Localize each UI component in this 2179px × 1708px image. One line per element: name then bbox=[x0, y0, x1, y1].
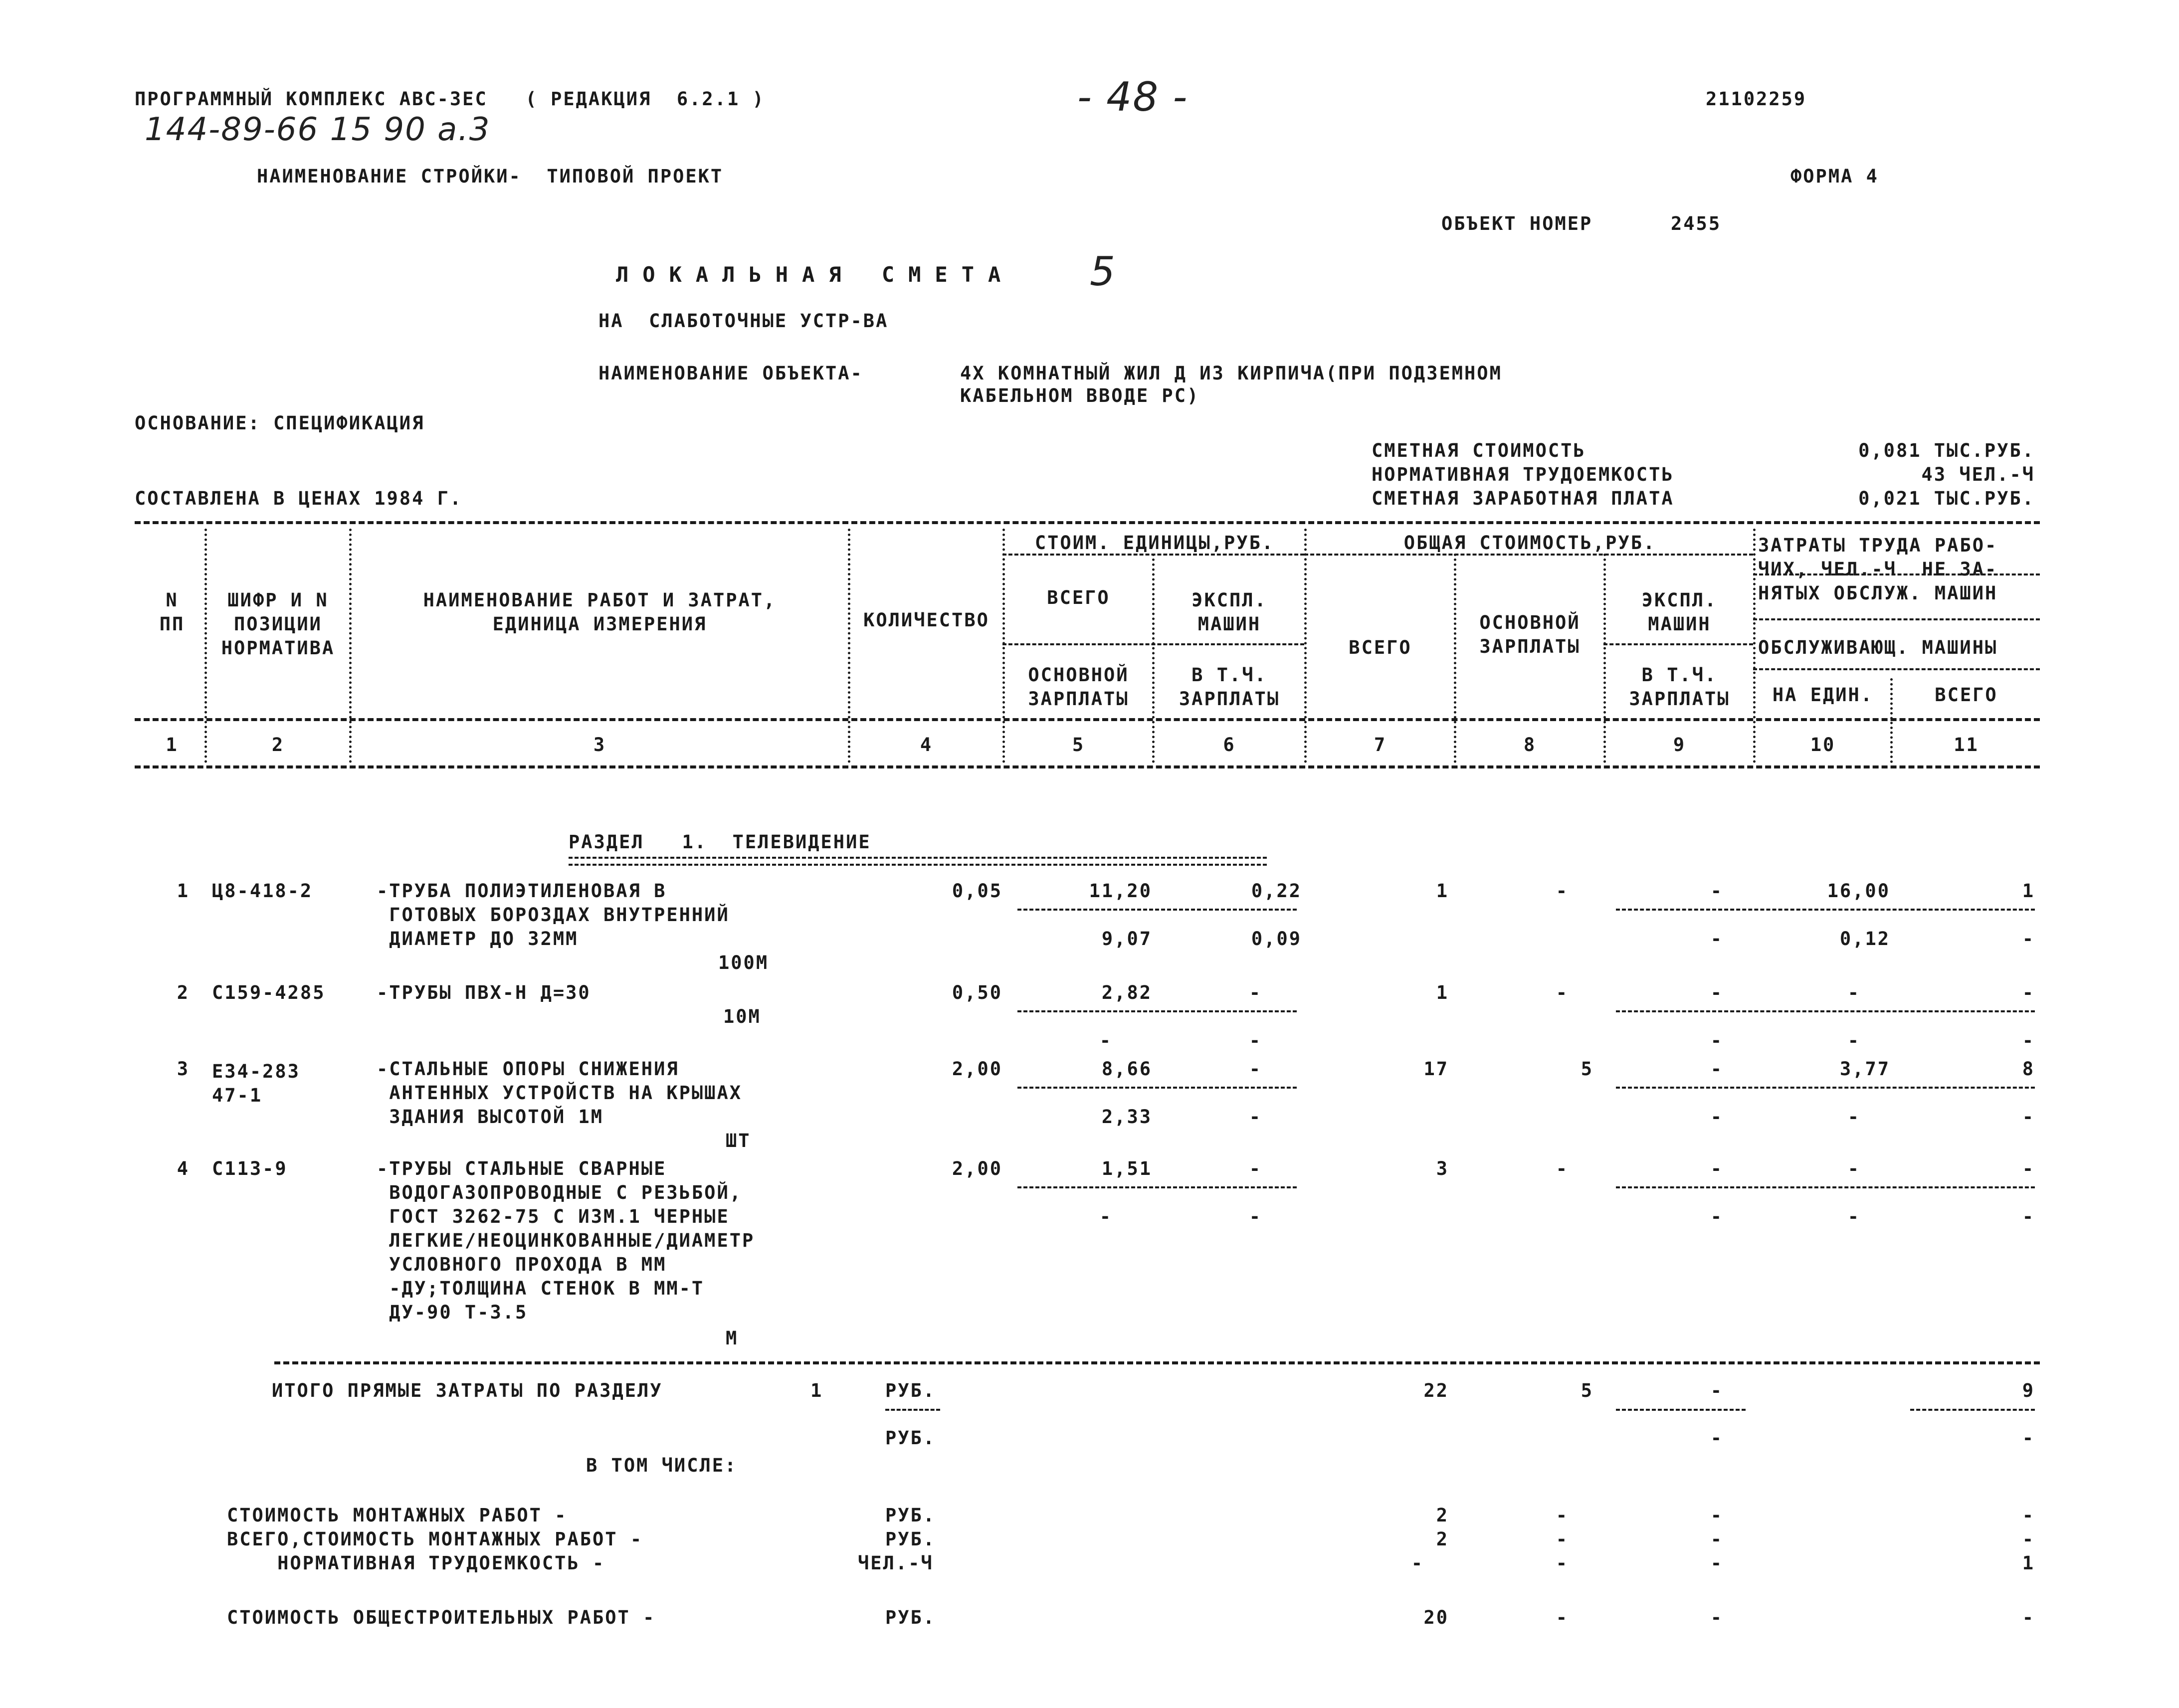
row-quantity: 2,00 bbox=[952, 1158, 1002, 1179]
row-c6b: 0,09 bbox=[1251, 928, 1302, 949]
row-c5: 1,51 bbox=[1101, 1158, 1152, 1179]
row-c10: 16,00 bbox=[1827, 880, 1890, 902]
totals-unit-1: РУБ. bbox=[885, 1380, 936, 1401]
col-5-header: ВСЕГО bbox=[1047, 587, 1110, 608]
row-c5b: - bbox=[1099, 1206, 1112, 1227]
estimate-title: ЛОКАЛЬНАЯ СМЕТА bbox=[616, 262, 1015, 287]
row-name-line: -ДУ;ТОЛЩИНА СТЕНОК В ММ-Т bbox=[377, 1278, 705, 1299]
row-name-line: ГОТОВЫХ БОРОЗДАХ ВНУТРЕННИЙ bbox=[377, 904, 730, 926]
construction-name: НАИМЕНОВАНИЕ СТРОЙКИ- ТИПОВОЙ ПРОЕКТ bbox=[257, 166, 724, 187]
row-quantity: 2,00 bbox=[952, 1058, 1002, 1080]
row-name-line: -ТРУБЫ ПВХ-Н Д=30 bbox=[377, 982, 591, 1003]
col-number-6: 6 bbox=[1223, 734, 1236, 756]
breakdown-unit: РУБ. bbox=[885, 1505, 936, 1526]
row-c5b: - bbox=[1099, 1030, 1112, 1051]
row-c9b: - bbox=[1710, 928, 1723, 949]
row-name-line: ЛЕГКИЕ/НЕОЦИНКОВАННЫЕ/ДИАМЕТР bbox=[377, 1230, 755, 1251]
totals-c9: - bbox=[1710, 1380, 1723, 1401]
breakdown-c8: - bbox=[1556, 1607, 1569, 1628]
row-name-line: ВОДОГАЗОПРОВОДНЫЕ С РЕЗЬБОЙ, bbox=[377, 1182, 743, 1203]
labor-machines-header: ОБСЛУЖИВАЮЩ. МАШИНЫ bbox=[1758, 637, 1998, 658]
breakdown-label: СТОИМОСТЬ ОБЩЕСТРОИТЕЛЬНЫХ РАБОТ - bbox=[227, 1607, 656, 1628]
col-9b-header: В Т.Ч. ЗАРПЛАТЫ bbox=[1629, 664, 1730, 710]
estimate-number: 5 bbox=[1090, 248, 1116, 295]
row-c6: - bbox=[1249, 982, 1262, 1003]
row-c9: - bbox=[1710, 1158, 1723, 1179]
summary-label-1: СМЕТНАЯ СТОИМОСТЬ bbox=[1372, 440, 1586, 461]
row-c10b: - bbox=[1847, 1030, 1860, 1051]
row-name-line: -ТРУБА ПОЛИЭТИЛЕНОВАЯ В bbox=[377, 880, 667, 902]
breakdown-c8: - bbox=[1556, 1552, 1569, 1574]
col-6-header: ЭКСПЛ. МАШИН bbox=[1191, 589, 1267, 635]
col-number-11: 11 bbox=[1954, 734, 1979, 756]
object-number: 2455 bbox=[1671, 213, 1722, 234]
summary-value-2: 43 ЧЕЛ.-Ч bbox=[1921, 464, 2035, 485]
object-name-line2: КАБЕЛЬНОМ ВВОДЕ РС) bbox=[960, 385, 1200, 406]
breakdown-c9: - bbox=[1710, 1552, 1723, 1574]
col-number-10: 10 bbox=[1810, 734, 1836, 756]
row-c8: - bbox=[1556, 1158, 1569, 1179]
row-c5: 2,82 bbox=[1101, 982, 1152, 1003]
col-number-7: 7 bbox=[1374, 734, 1387, 756]
row-c7: 3 bbox=[1436, 1158, 1449, 1179]
totals-unit-2: РУБ. bbox=[885, 1427, 936, 1449]
row-c6: - bbox=[1249, 1158, 1262, 1179]
breakdown-c11: - bbox=[2022, 1528, 2035, 1550]
row-c11b: - bbox=[2022, 928, 2035, 949]
row-c6: 0,22 bbox=[1251, 880, 1302, 902]
col-2-header: ШИФР И N ПОЗИЦИИ НОРМАТИВА bbox=[221, 589, 335, 659]
row-quantity: 0,05 bbox=[952, 880, 1002, 902]
row-c8: 5 bbox=[1581, 1058, 1593, 1080]
col-3-header: НАИМЕНОВАНИЕ РАБОТ И ЗАТРАТ, ЕДИНИЦА ИЗМЕРЕНИЯ bbox=[423, 589, 777, 635]
col-6b-header: В Т.Ч. ЗАРПЛАТЫ bbox=[1179, 664, 1280, 710]
row-c9: - bbox=[1710, 880, 1723, 902]
breakdown-c9: - bbox=[1710, 1607, 1723, 1628]
row-c10: - bbox=[1847, 1158, 1860, 1179]
row-name-line: ЗДАНИЯ ВЫСОТОЙ 1М bbox=[377, 1106, 603, 1128]
row-code: С159-4285 bbox=[212, 982, 326, 1003]
total-cost-header: ОБЩАЯ СТОИМОСТЬ,РУБ. bbox=[1403, 532, 1656, 554]
page-number: - 48 - bbox=[1077, 74, 1189, 120]
row-c11: 1 bbox=[2022, 880, 2035, 902]
estimate-subject: НА СЛАБОТОЧНЫЕ УСТР-ВА bbox=[598, 310, 889, 332]
basis: ОСНОВАНИЕ: СПЕЦИФИКАЦИЯ bbox=[135, 412, 425, 434]
row-unit: 100М bbox=[718, 952, 769, 973]
breakdown-unit: РУБ. bbox=[885, 1528, 936, 1550]
row-name-line: ДУ-90 Т-3.5 bbox=[377, 1302, 528, 1323]
row-c8: - bbox=[1556, 880, 1569, 902]
col-number-3: 3 bbox=[593, 734, 606, 756]
row-c7: 1 bbox=[1436, 880, 1449, 902]
row-c11: - bbox=[2022, 982, 2035, 1003]
totals-c7: 22 bbox=[1423, 1380, 1449, 1401]
row-c9: - bbox=[1710, 1058, 1723, 1080]
col-number-5: 5 bbox=[1072, 734, 1085, 756]
row-name-line: ДИАМЕТР ДО 32ММ bbox=[377, 928, 579, 949]
row-c11: - bbox=[2022, 1158, 2035, 1179]
breakdown-unit: ЧЕЛ.-Ч bbox=[858, 1552, 934, 1574]
row-c11b: - bbox=[2022, 1106, 2035, 1128]
row-name-line: УСЛОВНОГО ПРОХОДА В ММ bbox=[377, 1254, 667, 1275]
col-4-header: КОЛИЧЕСТВО bbox=[863, 609, 990, 631]
program-name: ПРОГРАММНЫЙ КОМПЛЕКС АВС-3ЕС ( РЕДАКЦИЯ 6.2.1 ) bbox=[135, 88, 765, 110]
totals-section-number: 1 bbox=[810, 1380, 823, 1401]
col-11-header: ВСЕГО bbox=[1935, 684, 1998, 706]
object-name-label: НАИМЕНОВАНИЕ ОБЪЕКТА- bbox=[598, 363, 863, 384]
breakdown-unit: РУБ. bbox=[885, 1607, 936, 1628]
row-quantity: 0,50 bbox=[952, 982, 1002, 1003]
breakdown-c8: - bbox=[1556, 1528, 1569, 1550]
totals-label: ИТОГО ПРЯМЫЕ ЗАТРАТЫ ПО РАЗДЕЛУ bbox=[272, 1380, 663, 1401]
labor-header: ЗАТРАТЫ ТРУДА РАБО- ЧИХ, ЧЕЛ.-Ч НЕ ЗА- НЯТЫХ ОБСЛУЖ. МАШИН bbox=[1758, 535, 1998, 604]
breakdown-c11: - bbox=[2022, 1607, 2035, 1628]
row-c6b: - bbox=[1249, 1106, 1262, 1128]
totals-c11b: - bbox=[2022, 1427, 2035, 1449]
row-c5b: 2,33 bbox=[1101, 1106, 1152, 1128]
row-number: 4 bbox=[177, 1158, 190, 1179]
col-number-2: 2 bbox=[271, 734, 285, 756]
breakdown-c7: 20 bbox=[1423, 1607, 1449, 1628]
col-9-header: ЭКСПЛ. МАШИН bbox=[1641, 589, 1718, 635]
row-c7: 17 bbox=[1423, 1058, 1449, 1080]
col-8-header: ОСНОВНОЙ ЗАРПЛАТЫ bbox=[1479, 612, 1581, 658]
col-10-header: НА ЕДИН. bbox=[1772, 684, 1874, 706]
breakdown-c7: - bbox=[1411, 1552, 1424, 1574]
row-c10b: - bbox=[1847, 1206, 1860, 1227]
row-unit: М bbox=[726, 1328, 739, 1349]
row-code: Е34-283 47-1 bbox=[212, 1061, 300, 1107]
breakdown-c8: - bbox=[1556, 1505, 1569, 1526]
row-c5: 11,20 bbox=[1089, 880, 1152, 902]
row-c6b: - bbox=[1249, 1030, 1262, 1051]
row-name-line: -ТРУБЫ СТАЛЬНЫЕ СВАРНЫЕ bbox=[377, 1158, 667, 1179]
breakdown-c7: 2 bbox=[1436, 1505, 1449, 1526]
document-code: 21102259 bbox=[1706, 88, 1807, 110]
row-c9b: - bbox=[1710, 1030, 1723, 1051]
object-name-line1: 4Х КОМНАТНЫЙ ЖИЛ Д ИЗ КИРПИЧА(ПРИ ПОДЗЕМНОМ bbox=[960, 363, 1502, 384]
summary-value-3: 0,021 ТЫС.РУБ. bbox=[1858, 488, 2035, 509]
row-c10b: - bbox=[1847, 1106, 1860, 1128]
row-c11: 8 bbox=[2022, 1058, 2035, 1080]
breakdown-c11: 1 bbox=[2022, 1552, 2035, 1574]
col-1-header: N ПП bbox=[159, 589, 185, 635]
row-c11b: - bbox=[2022, 1206, 2035, 1227]
col-number-9: 9 bbox=[1673, 734, 1686, 756]
breakdown-c7: 2 bbox=[1436, 1528, 1449, 1550]
row-unit: 10М bbox=[723, 1006, 761, 1027]
summary-label-2: НОРМАТИВНАЯ ТРУДОЕМКОСТЬ bbox=[1372, 464, 1674, 485]
summary-value-1: 0,081 ТЫС.РУБ. bbox=[1858, 440, 2035, 461]
form-label: ФОРМА 4 bbox=[1790, 166, 1879, 187]
including-label: В ТОМ ЧИСЛЕ: bbox=[586, 1455, 738, 1476]
col-number-8: 8 bbox=[1523, 734, 1537, 756]
col-5b-header: ОСНОВНОЙ ЗАРПЛАТЫ bbox=[1028, 664, 1129, 710]
row-number: 2 bbox=[177, 982, 190, 1003]
breakdown-label: СТОИМОСТЬ МОНТАЖНЫХ РАБОТ - bbox=[227, 1505, 568, 1526]
row-c10: - bbox=[1847, 982, 1860, 1003]
row-c5b: 9,07 bbox=[1101, 928, 1152, 949]
row-c5: 8,66 bbox=[1101, 1058, 1152, 1080]
price-basis: СОСТАВЛЕНА В ЦЕНАХ 1984 Г. bbox=[135, 488, 463, 509]
row-code: С113-9 bbox=[212, 1158, 288, 1179]
row-number: 1 bbox=[177, 880, 190, 902]
handwritten-reference: 144-89-66 15 90 а.3 bbox=[145, 111, 491, 148]
col-number-4: 4 bbox=[920, 734, 933, 756]
breakdown-c9: - bbox=[1710, 1528, 1723, 1550]
row-number: 3 bbox=[177, 1058, 190, 1080]
row-c6: - bbox=[1249, 1058, 1262, 1080]
row-c10: 3,77 bbox=[1839, 1058, 1890, 1080]
unit-cost-header: СТОИМ. ЕДИНИЦЫ,РУБ. bbox=[1034, 532, 1275, 554]
breakdown-label: НОРМАТИВНАЯ ТРУДОЕМКОСТЬ - bbox=[227, 1552, 605, 1574]
row-c10b: 0,12 bbox=[1839, 928, 1890, 949]
row-c9b: - bbox=[1710, 1206, 1723, 1227]
summary-label-3: СМЕТНАЯ ЗАРАБОТНАЯ ПЛАТА bbox=[1372, 488, 1674, 509]
section-title: РАЗДЕЛ 1. ТЕЛЕВИДЕНИЕ bbox=[569, 831, 871, 853]
row-name-line: -СТАЛЬНЫЕ ОПОРЫ СНИЖЕНИЯ bbox=[377, 1058, 679, 1080]
totals-c11: 9 bbox=[2022, 1380, 2035, 1401]
breakdown-label: ВСЕГО,СТОИМОСТЬ МОНТАЖНЫХ РАБОТ - bbox=[227, 1528, 643, 1550]
row-c6b: - bbox=[1249, 1206, 1262, 1227]
totals-c8: 5 bbox=[1581, 1380, 1593, 1401]
row-c9: - bbox=[1710, 982, 1723, 1003]
row-c8: - bbox=[1556, 982, 1569, 1003]
breakdown-c9: - bbox=[1710, 1505, 1723, 1526]
row-name-line: ГОСТ 3262-75 С ИЗМ.1 ЧЕРНЫЕ bbox=[377, 1206, 730, 1227]
col-7-header: ВСЕГО bbox=[1349, 637, 1412, 658]
totals-c9b: - bbox=[1710, 1427, 1723, 1449]
breakdown-c11: - bbox=[2022, 1505, 2035, 1526]
row-unit: ШТ bbox=[726, 1130, 751, 1151]
row-c9b: - bbox=[1710, 1106, 1723, 1128]
row-c11b: - bbox=[2022, 1030, 2035, 1051]
row-code: Ц8-418-2 bbox=[212, 880, 313, 902]
row-name-line: АНТЕННЫХ УСТРОЙСТВ НА КРЫШАХ bbox=[377, 1082, 743, 1104]
object-number-label: ОБЪЕКТ НОМЕР bbox=[1441, 213, 1593, 234]
row-c7: 1 bbox=[1436, 982, 1449, 1003]
col-number-1: 1 bbox=[166, 734, 179, 756]
